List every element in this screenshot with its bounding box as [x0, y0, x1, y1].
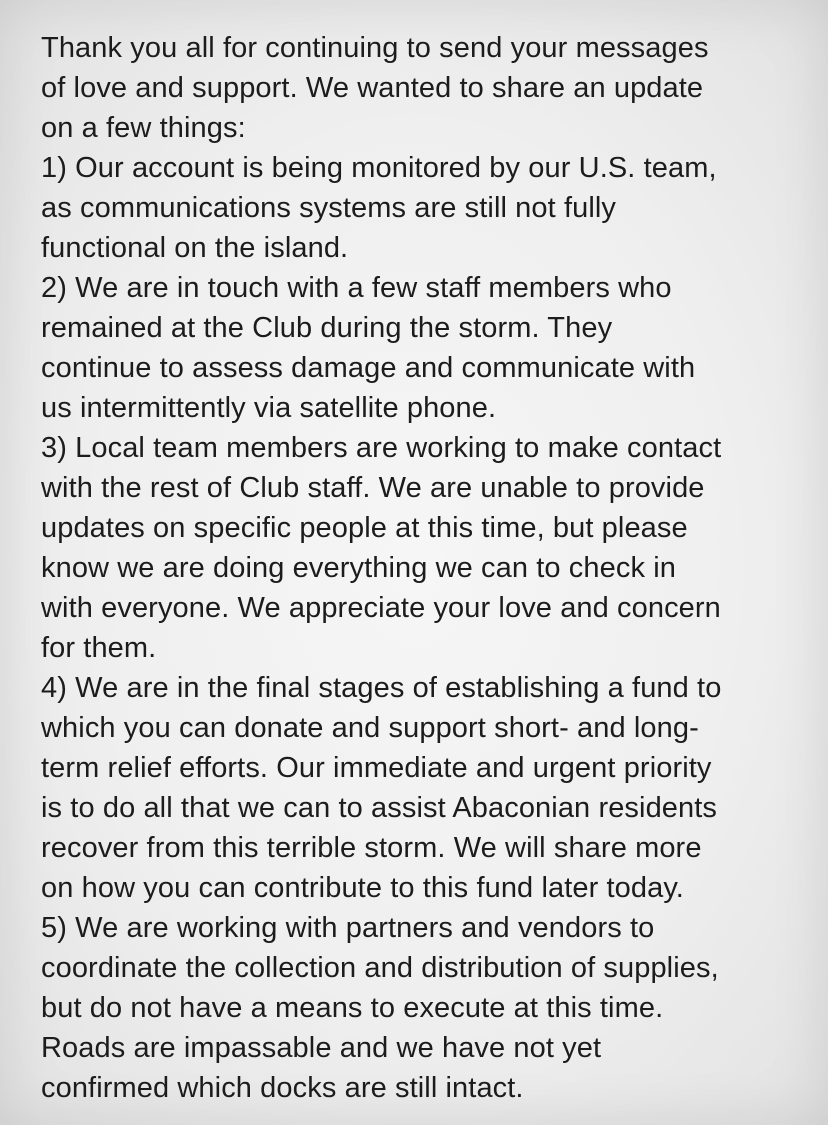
note-line: 3) Local team members are working to make contact	[41, 432, 722, 464]
note-line: which you can donate and support short- and long-	[41, 712, 699, 744]
note-line: as communications systems are still not fully	[41, 192, 617, 224]
note-line: recover from this terrible storm. We will share more	[41, 832, 702, 864]
note-line: us intermittently via satellite phone.	[41, 392, 497, 424]
note-line: 4) We are in the final stages of establishing a fund to	[41, 672, 722, 704]
note-line: remained at the Club during the storm. They	[41, 312, 613, 344]
note-line: on a few things:	[41, 112, 246, 144]
note-line: of love and support. We wanted to share an update	[41, 72, 704, 104]
note-line: with the rest of Club staff. We are unable to provide	[41, 472, 705, 504]
note-line: confirmed which docks are still intact.	[41, 1072, 524, 1104]
note-line: with everyone. We appreciate your love and concern	[41, 592, 721, 624]
note-line: on how you can contribute to this fund later today.	[41, 872, 684, 904]
note-line: continue to assess damage and communicate with	[41, 352, 696, 384]
note-line: term relief efforts. Our immediate and urgent priority	[41, 752, 712, 784]
note-line: know we are doing everything we can to check in	[41, 552, 676, 584]
note-line: coordinate the collection and distribution of supplies,	[41, 952, 719, 984]
note-body	[41, 28, 801, 1108]
note-line: functional on the island.	[41, 232, 349, 264]
note-line: Thank you all for continuing to send your messages	[41, 32, 709, 64]
note-line: Roads are impassable and we have not yet	[41, 1032, 602, 1064]
note-line: 1) Our account is being monitored by our U.S. team,	[41, 152, 717, 184]
note-line: for them.	[41, 632, 157, 664]
note-line: but do not have a means to execute at this time.	[41, 992, 664, 1024]
note-line: updates on specific people at this time, but please	[41, 512, 688, 544]
note-line: 5) We are working with partners and vendors to	[41, 912, 655, 944]
note-line: 2) We are in touch with a few staff members who	[41, 272, 672, 304]
note-line: is to do all that we can to assist Abaconian residents	[41, 792, 718, 824]
